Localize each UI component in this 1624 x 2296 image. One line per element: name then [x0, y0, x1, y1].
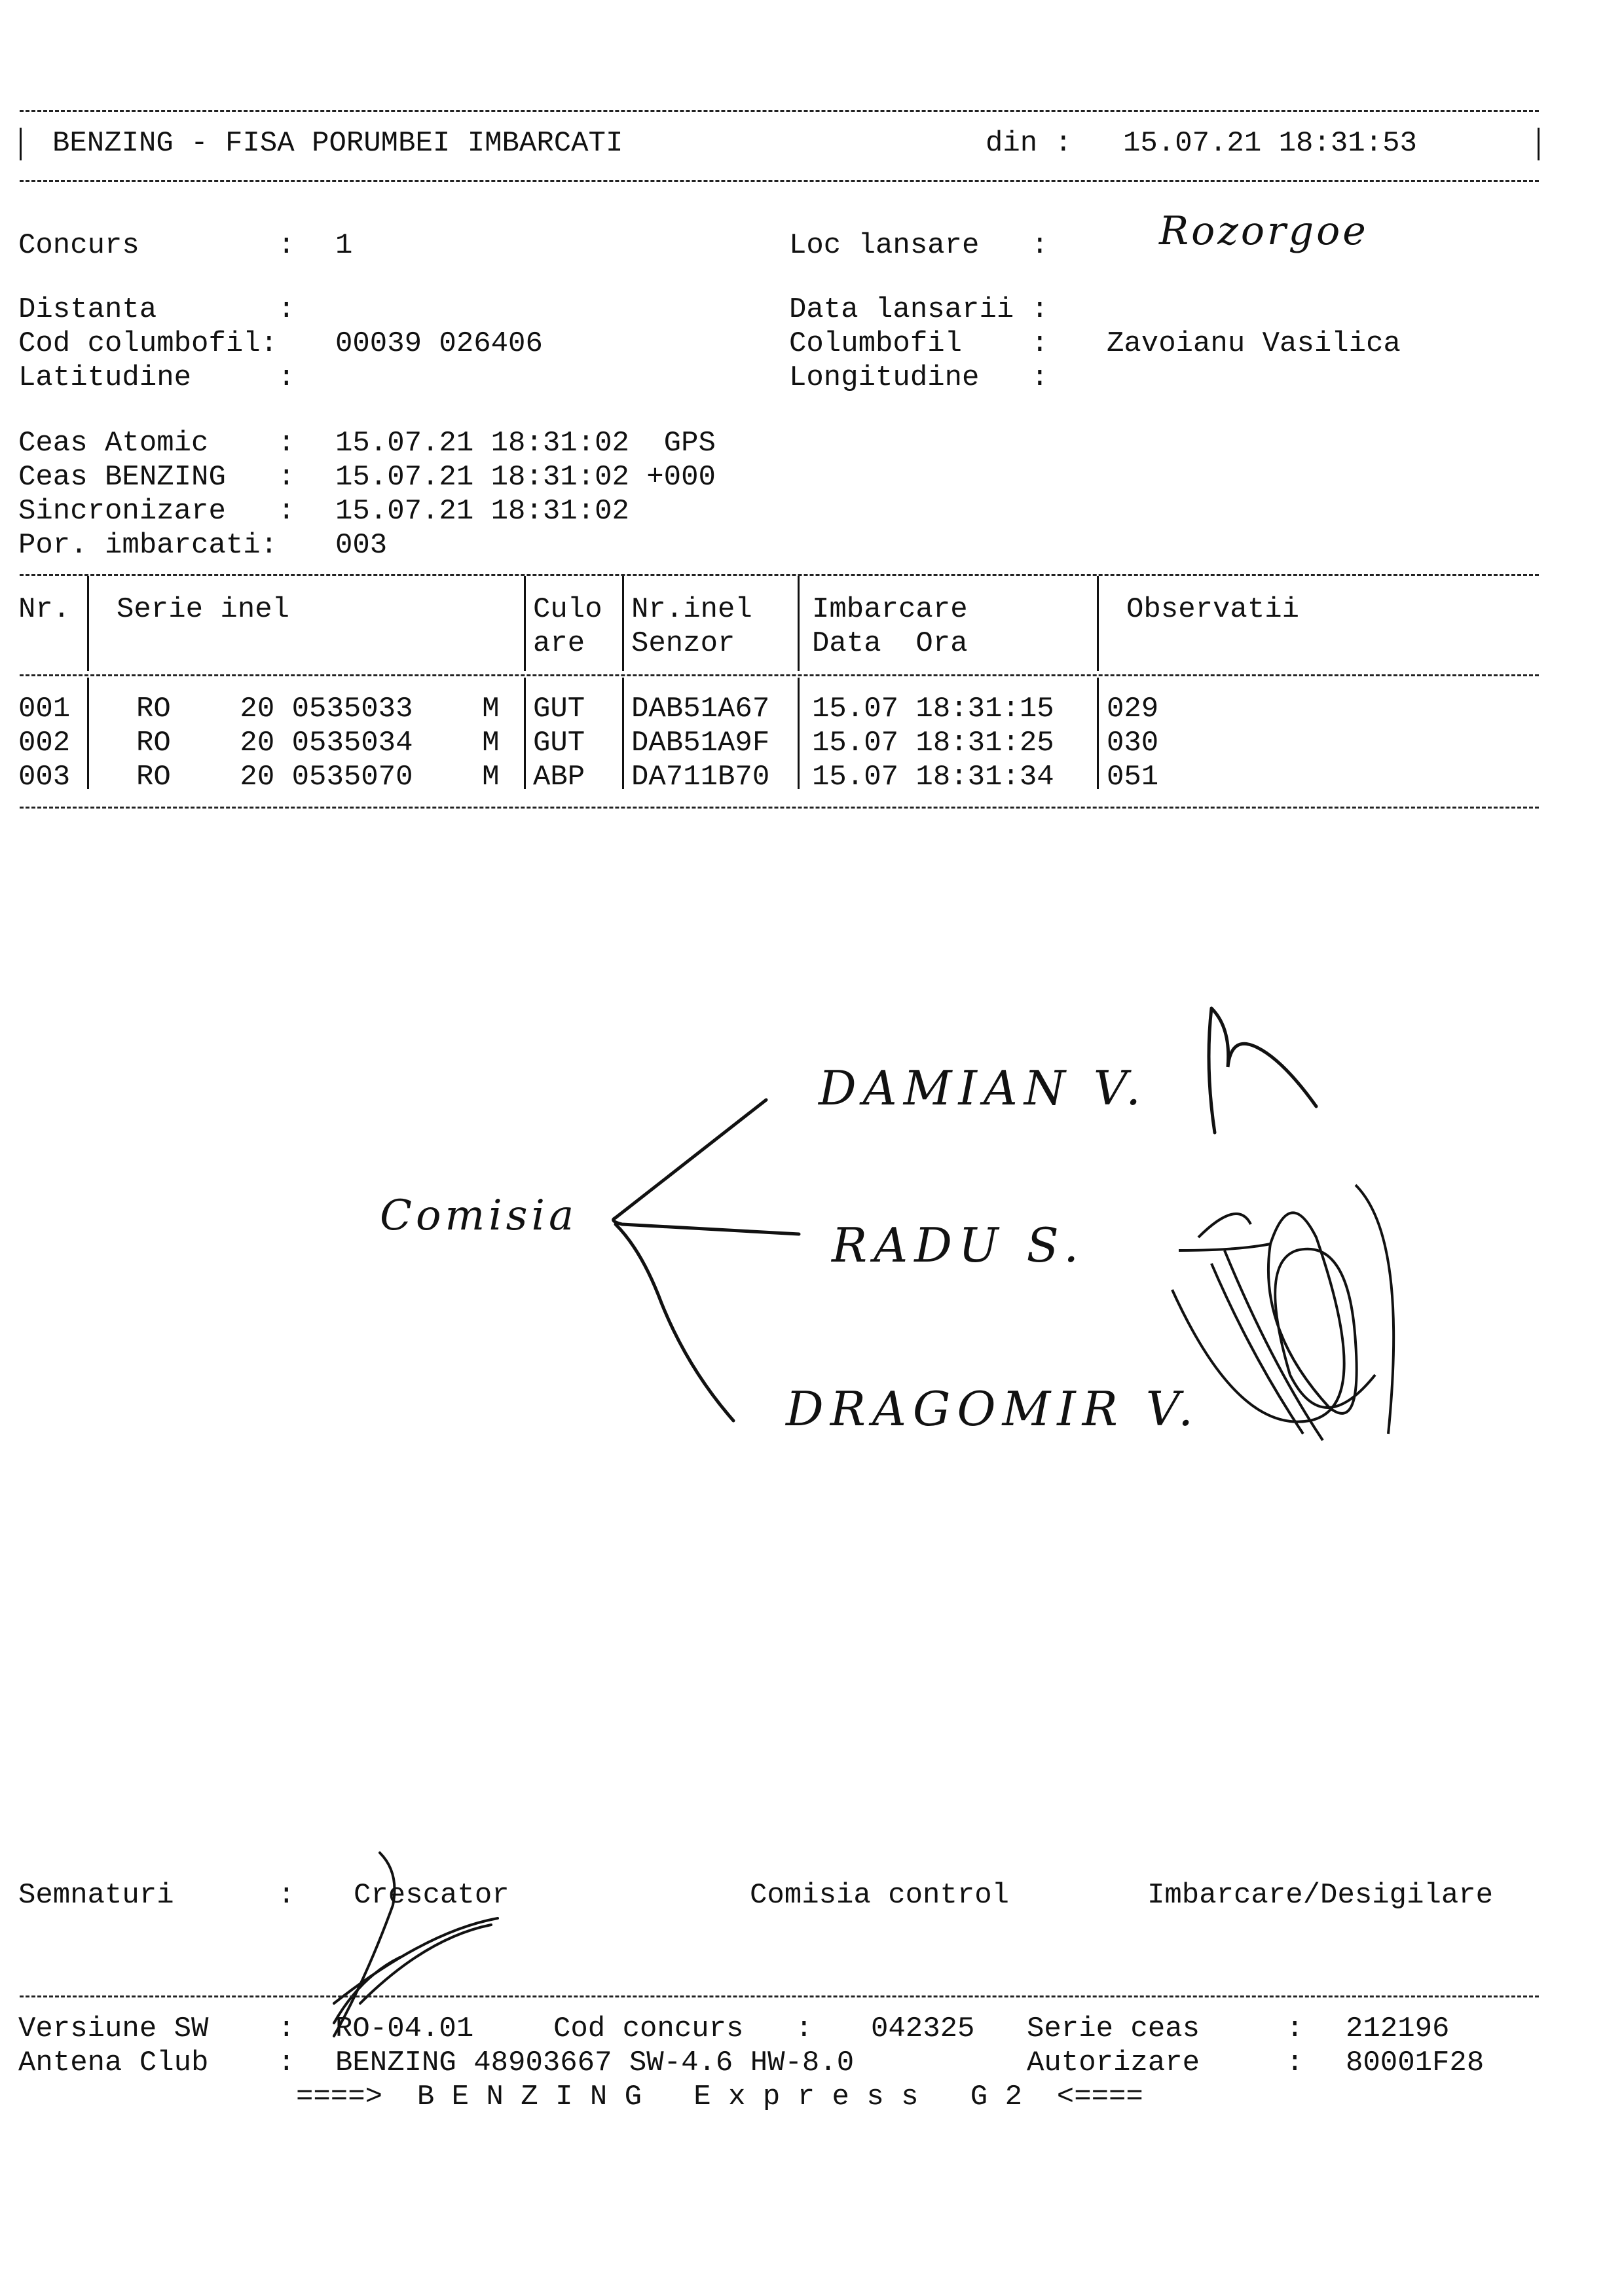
data-lansarii-label: Data lansarii :	[789, 293, 1049, 326]
table-row-3-nr: 003	[18, 761, 71, 793]
sincronizare-value: 15.07.21 18:31:02	[335, 495, 629, 528]
imbarcare-desigilare-label: Imbarcare/Desigilare	[1147, 1879, 1494, 1912]
table-row-2-obs: 030	[1107, 727, 1159, 759]
cod-concurs-value: 042325	[871, 2013, 975, 2045]
latitudine-label: Latitudine :	[18, 361, 295, 394]
por-imbarcati-label: Por. imbarcati:	[18, 529, 278, 562]
table-row-1-culoare: GUT	[533, 693, 585, 725]
loc-lansare-label: Loc lansare :	[789, 229, 1049, 262]
table-row-2-imbarcare: 15.07 18:31:25	[812, 727, 1054, 759]
col-header-culoare-2: are	[533, 627, 585, 660]
col-header-imbarcare-2: Data Ora	[812, 627, 968, 660]
header-right-border	[1538, 128, 1540, 160]
col-header-serie-inel: Serie inel	[117, 593, 290, 626]
header-sep-3	[622, 576, 624, 671]
concurs-label: Concurs :	[18, 229, 295, 262]
din-label: din :	[986, 127, 1073, 160]
col-header-culoare-1: Culo	[533, 593, 602, 626]
table-row-2-serie: RO 20 0535034 M	[136, 727, 500, 759]
signature-1-icon	[1185, 989, 1336, 1139]
row-sep-1	[87, 678, 89, 789]
table-row-3-imbarcare: 15.07 18:31:34	[812, 761, 1054, 793]
col-header-nr-inel-2: Senzor	[631, 627, 735, 660]
col-header-nr: Nr.	[18, 593, 71, 626]
antena-club-label: Antena Club :	[18, 2047, 295, 2079]
header-left-border	[20, 128, 22, 160]
table-row-3-serie: RO 20 0535070 M	[136, 761, 500, 793]
ceas-atomic-value: 15.07.21 18:31:02 GPS	[335, 427, 716, 460]
report-title: BENZING - FISA PORUMBEI IMBARCATI	[52, 127, 623, 160]
header-sep-2	[524, 576, 526, 671]
commission-bracket-icon	[602, 1087, 812, 1427]
table-row-3-senzor: DA711B70	[631, 761, 770, 793]
header-sep-5	[1097, 576, 1099, 671]
row-sep-3	[622, 678, 624, 789]
col-header-imbarcare-1: Imbarcare	[812, 593, 968, 626]
col-header-observatii: Observatii	[1126, 593, 1300, 626]
cod-columbofil-label: Cod columbofil:	[18, 327, 278, 360]
table-row-1-senzor: DAB51A67	[631, 693, 770, 725]
table-header-bottom-border	[20, 674, 1539, 676]
ceas-benzing-value: 15.07.21 18:31:02 +000	[335, 461, 716, 494]
row-sep-2	[524, 678, 526, 789]
distanta-label: Distanta :	[18, 293, 295, 326]
header-sep-1	[87, 576, 89, 671]
autorizare-value: 80001F28	[1346, 2047, 1485, 2079]
crescator-label: Crescator	[354, 1879, 509, 1912]
header-sep-4	[798, 576, 800, 671]
semnaturi-label: Semnaturi :	[18, 1879, 295, 1912]
row-sep-4	[798, 678, 800, 789]
table-row-2-senzor: DAB51A9F	[631, 727, 770, 759]
table-row-2-culoare: GUT	[533, 727, 585, 759]
signature-2-icon	[1159, 1159, 1408, 1453]
comisia-control-label: Comisia control	[750, 1879, 1010, 1912]
table-row-2-nr: 002	[18, 727, 71, 759]
row-sep-5	[1097, 678, 1099, 789]
columbofil-label: Columbofil :	[789, 327, 1049, 360]
concurs-value: 1	[335, 229, 353, 262]
handwritten-name-2: RADU S.	[832, 1218, 1086, 1273]
ceas-atomic-label: Ceas Atomic :	[18, 427, 295, 460]
table-row-1-obs: 029	[1107, 693, 1159, 725]
por-imbarcati-value: 003	[335, 529, 388, 562]
sincronizare-label: Sincronizare :	[18, 495, 295, 528]
table-row-1-imbarcare: 15.07 18:31:15	[812, 693, 1054, 725]
longitudine-label: Longitudine :	[789, 361, 1049, 394]
table-row-1-nr: 001	[18, 693, 71, 725]
serie-ceas-label: Serie ceas :	[1027, 2013, 1304, 2045]
table-row-3-obs: 051	[1107, 761, 1159, 793]
table-row-3-culoare: ABP	[533, 761, 585, 793]
table-row-1-serie: RO 20 0535033 M	[136, 693, 500, 725]
loc-lansare-handwritten: Rozorgoe	[1159, 208, 1369, 254]
header-bottom-border	[20, 180, 1539, 182]
col-header-nr-inel-1: Nr.inel	[631, 593, 752, 626]
serie-ceas-value: 212196	[1346, 2013, 1450, 2045]
header-top-border	[20, 110, 1539, 112]
cod-concurs-label: Cod concurs :	[553, 2013, 813, 2045]
din-value: 15.07.21 18:31:53	[1123, 127, 1417, 160]
benzing-express-banner: ====> B E N Z I N G E x p r e s s G 2 <====	[296, 2081, 1143, 2113]
table-top-border	[20, 574, 1539, 576]
versiune-sw-label: Versiune SW :	[18, 2013, 295, 2045]
footer-separator	[20, 1995, 1539, 1997]
antena-club-value: BENZING 48903667 SW-4.6 HW-8.0	[335, 2047, 855, 2079]
table-bottom-border	[20, 807, 1539, 809]
autorizare-label: Autorizare :	[1027, 2047, 1304, 2079]
handwritten-name-1: DAMIAN V.	[819, 1061, 1148, 1116]
ceas-benzing-label: Ceas BENZING :	[18, 461, 295, 494]
handwritten-name-3: DRAGOMIR V.	[786, 1381, 1200, 1436]
columbofil-value: Zavoianu Vasilica	[1107, 327, 1401, 360]
handwritten-comisia: Comisia	[380, 1192, 578, 1240]
cod-columbofil-value: 00039 026406	[335, 327, 543, 360]
versiune-sw-value: RO-04.01	[335, 2013, 474, 2045]
